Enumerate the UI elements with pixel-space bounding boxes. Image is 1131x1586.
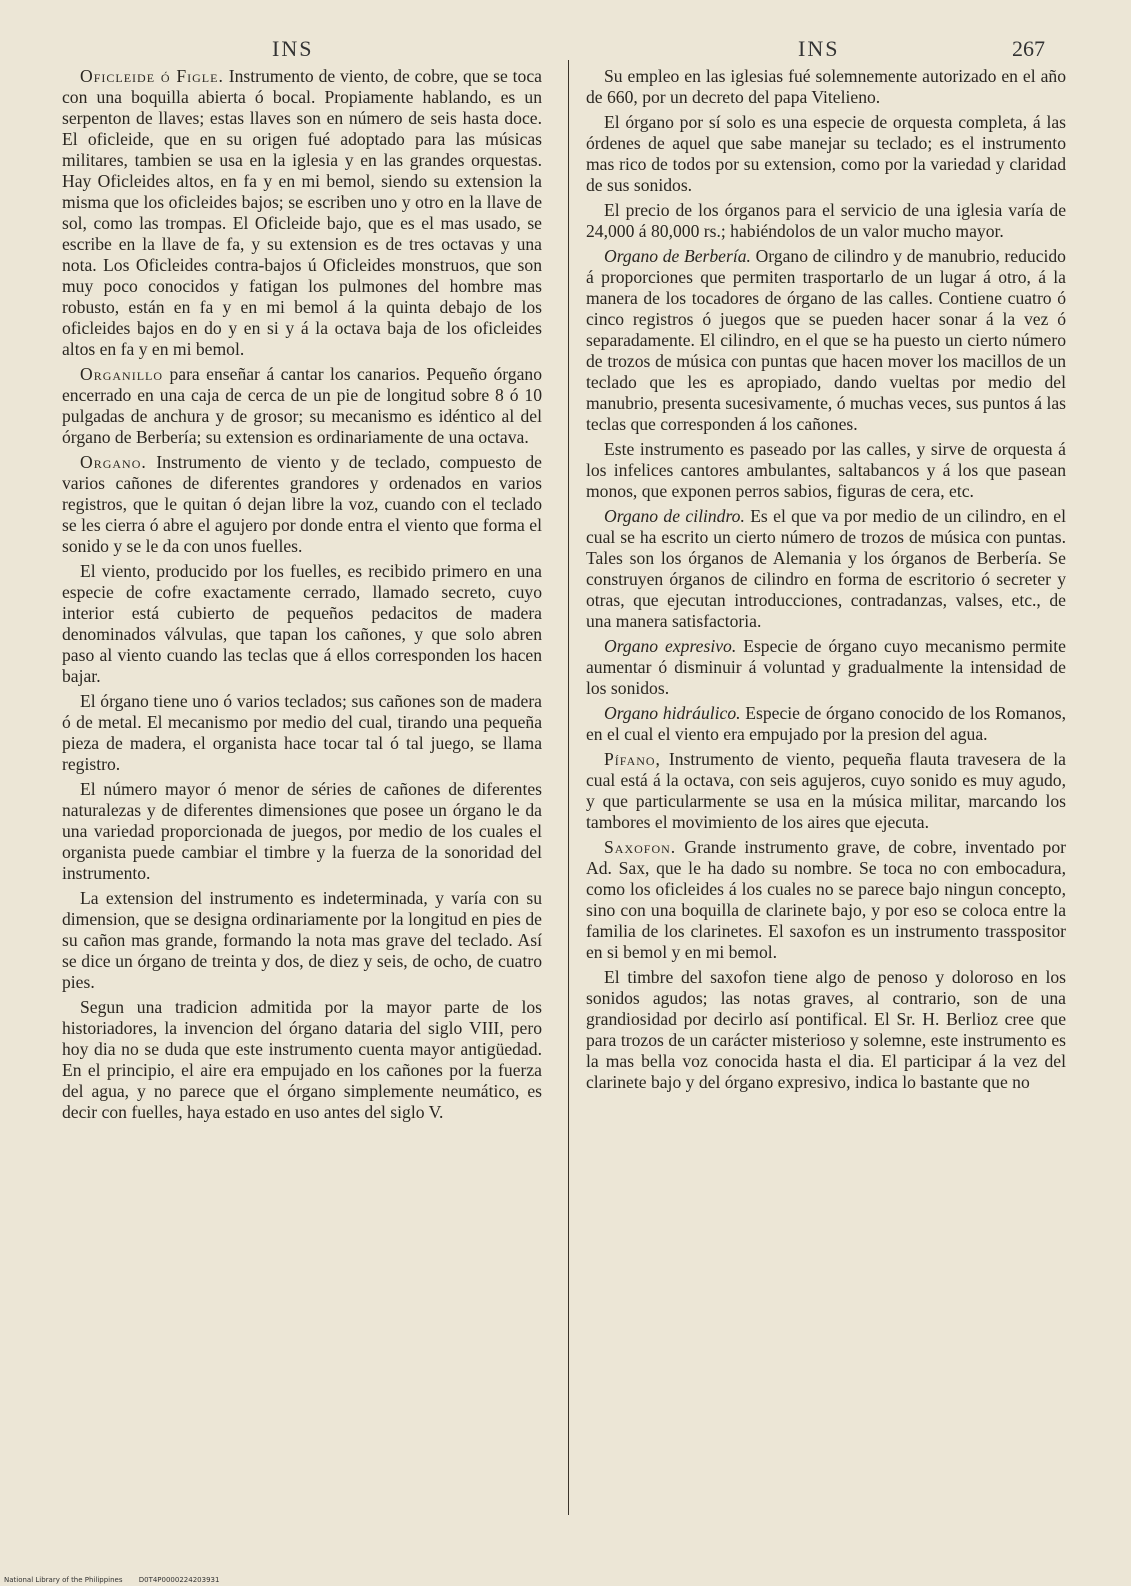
entry-text: El precio de los órganos para el servicio de una iglesia varía de 24,000 á 80,000 rs.; habiéndolos de un valor mucho mayor. [586, 200, 1066, 241]
entry-paragraph [586, 112, 1066, 196]
entry-paragraph [586, 636, 1066, 699]
entry-paragraph [586, 200, 1066, 242]
entry-paragraph [62, 452, 542, 557]
entry-paragraph [586, 749, 1066, 833]
footer-id: D0T4P0000224203931 [138, 1576, 220, 1584]
entry-paragraph [586, 246, 1066, 435]
entry-headword: Organillo [80, 364, 164, 384]
entry-paragraph [586, 506, 1066, 632]
entry-paragraph [586, 66, 1066, 108]
entry-headword: Saxofon. [604, 837, 677, 857]
entry-text: El viento, producido por los fuelles, es recibido primero en una especie de cofre exactamente cerrado, llamado secreto, cuyo interior está cubierto de pequeños pedacitos de madera denominados válvulas, que tapan los cañones, y que solo abren paso al viento cuando las teclas que á ellos corresponden los hacen bajar. [62, 561, 542, 686]
right-column [586, 66, 1066, 1097]
entry-text: Su empleo en las iglesias fué solemnemente autorizado en el año de 660, por un decreto del papa Vitelieno. [586, 66, 1066, 107]
entry-paragraph [62, 997, 542, 1123]
entry-text: Segun una tradicion admitida por la mayor parte de los historiadores, la invencion del órgano dataria del siglo VIII, pero hoy dia no se duda que este instrumento cuenta mayor antigüedad. En el principio, el aire era empujado en los cañones por la fuerza del agua, y no parece que el órgano simplemente neumático, es decir con fuelles, haya estado en uso antes del siglo V. [62, 997, 542, 1122]
entry-text: El órgano por sí solo es una especie de orquesta completa, á las órdenes de aquel que sabe manejar su teclado; es el instrumento mas rico de todos por su extension, como por la variedad y claridad de sus sonidos. [586, 112, 1066, 195]
entry-paragraph [62, 888, 542, 993]
left-column [62, 66, 542, 1127]
entry-paragraph [62, 779, 542, 884]
entry-text: La extension del instrumento es indeterminada, y varía con su dimension, que se designa ordinariamente por la longitud en pies de su cañon mas grande, formando la nota mas grave del teclado. Así se dice un órgano de treinta y dos, de diez y seis, de ocho, de cuatro pies. [62, 888, 542, 992]
entry-headword: Organo expresivo. [604, 636, 737, 656]
entry-paragraph [586, 703, 1066, 745]
entry-text: El timbre del saxofon tiene algo de penoso y doloroso en los sonidos agudos; las notas graves, al contrario, son de una grandiosidad por decirlo así pontifical. El Sr. H. Berlioz cree que para trozos de un carácter misterioso y solemne, este instrumento es la mas bella voz conocida hasta el dia. El participar á la vez del clarinete bajo y del órgano expresivo, indica lo bastante que no [586, 967, 1066, 1092]
entry-text: Este instrumento es paseado por las calles, y sirve de orquesta á los infelices cantores ambulantes, saltabancos y á los que pasean monos, que exponen perros sabios, figuras de cera, etc. [586, 439, 1066, 501]
footer-source: National Library of the Philippines [4, 1576, 123, 1584]
entry-headword: Organo de Berbería. [604, 246, 751, 266]
entry-text: El órgano tiene uno ó varios teclados; sus cañones son de madera ó de metal. El mecanismo por medio del cual, tirando una pequeña pieza de madera, el organista hace tocar tal ó tal juego, se llama registro. [62, 691, 542, 774]
running-head-right: INS [798, 36, 840, 61]
entry-text: Instrumento de viento, pequeña flauta travesera de la cual está á la octava, con seis agujeros, cuyo sonido es muy agudo, y que particularmente se usa en la música militar, marcando los tambores el movimiento de los aires que ejecuta. [586, 749, 1066, 832]
entry-text: Organo de cilindro y de manubrio, reducido á proporciones que permiten trasportarlo de un lugar á otro, á la manera de los tocadores de órgano de las calles. Contiene cuatro ó cinco registros ó juegos que se pueden hacer sonar á la vez ó separadamente. El cilindro, en el que se ha puesto un cierto número de trozos de música con puntas que hacen mover los macillos de un teclado que les es apropiado, dando vueltas por medio del manubrio, presenta sucesivamente, ó muchas veces, sus puntos á las teclas que corresponden á los cañones. [586, 246, 1066, 434]
entry-text: Especie de órgano conocido de los Romanos, en el cual el viento era empujado por la presion del agua. [586, 703, 1066, 744]
entry-headword: Pífano, [604, 749, 661, 769]
entry-text: Es el que va por medio de un cilindro, en el cual se ha escrito un cierto número de trozos de música con puntas. Tales son los órganos de Alemania y los órganos de Berbería. Se construyen órganos de cilindro en forma de escritorio ó secreter y otras, que ejecutan introducciones, contradanzas, valses, etc., de una manera satisfactoria. [586, 506, 1066, 631]
entry-paragraph [62, 66, 542, 360]
page-number: 267 [1012, 36, 1045, 61]
entry-text: Especie de órgano cuyo mecanismo permite aumentar ó disminuir á voluntad y gradualmente la intensidad de los sonidos. [586, 636, 1066, 698]
entry-paragraph [586, 837, 1066, 963]
entry-text: para enseñar á cantar los canarios. Pequeño órgano encerrado en una caja de cerca de un pie de longitud sobre 8 ó 10 pulgadas de anchura y de grosor; su mecanismo es idéntico al del órgano de Berbería; su extension es ordinariamente de una octava. [62, 364, 542, 447]
column-divider [568, 60, 569, 1515]
entry-text: Instrumento de viento, de cobre, que se toca con una boquilla abierta ó bocal. Propiamente hablando, es un serpenton de llaves; estas llaves son en número de seis hasta doce. El oficleide, que en su origen fué adoptado para las músicas militares, tambien se usa en la iglesia y en las grandes orquestas. Hay Oficleides altos, en fa y en mi bemol, siendo su extension la misma que los oficleides bajos; se escriben uno y otro en la llave de sol, como las trompas. El Oficleide bajo, que es el mas usado, se escribe en la llave de fa, y su extension es de tres octavas y una nota. Los Oficleides contra-bajos ú Oficleides monstruos, que son muy poco conocidos y fatigan los pulmones del hombre mas robusto, están en fa y en mi bemol á la quinta debajo de los oficleides bajos en do y en si y á la octava baja de los oficleides altos en fa y en mi bemol. [62, 66, 542, 359]
entry-paragraph [62, 691, 542, 775]
entry-headword: Organo hidráulico. [604, 703, 741, 723]
running-head-left: INS [272, 36, 314, 61]
scan-footer [4, 1576, 233, 1584]
entry-headword: Organo. [80, 452, 147, 472]
entry-text: Grande instrumento grave, de cobre, inventado por Ad. Sax, que le ha dado su nombre. Se toca no con embocadura, como los oficleides á los cuales no se parece bajo ningun concepto, sino con una boquilla de clarinete bajo, y por eso se coloca entre la familia de los clarinetes. El saxofon es un instrumento trasspositor en si bemol y en mi bemol. [586, 837, 1066, 962]
entry-paragraph [586, 439, 1066, 502]
entry-headword: Oficleide ó Figle. [80, 66, 224, 86]
entry-headword: Organo de cilindro. [604, 506, 745, 526]
entry-paragraph [62, 364, 542, 448]
entry-text: Instrumento de viento y de teclado, compuesto de varios cañones de diferentes grandores y ordenados en varios registros, que le quitan ó dejan libre la voz, cuando con el teclado se les cierra ó abre el agujero por donde entra el viento que forma el sonido y se le da con unos fuelles. [62, 452, 542, 556]
entry-paragraph [62, 561, 542, 687]
entry-text: El número mayor ó menor de séries de cañones de diferentes naturalezas y de diferentes dimensiones que posee un órgano le da una variedad proporcionada de juegos, por medio de los cuales el organista puede cambiar el timbre y la fuerza de la sonoridad del instrumento. [62, 779, 542, 883]
entry-paragraph [586, 967, 1066, 1093]
